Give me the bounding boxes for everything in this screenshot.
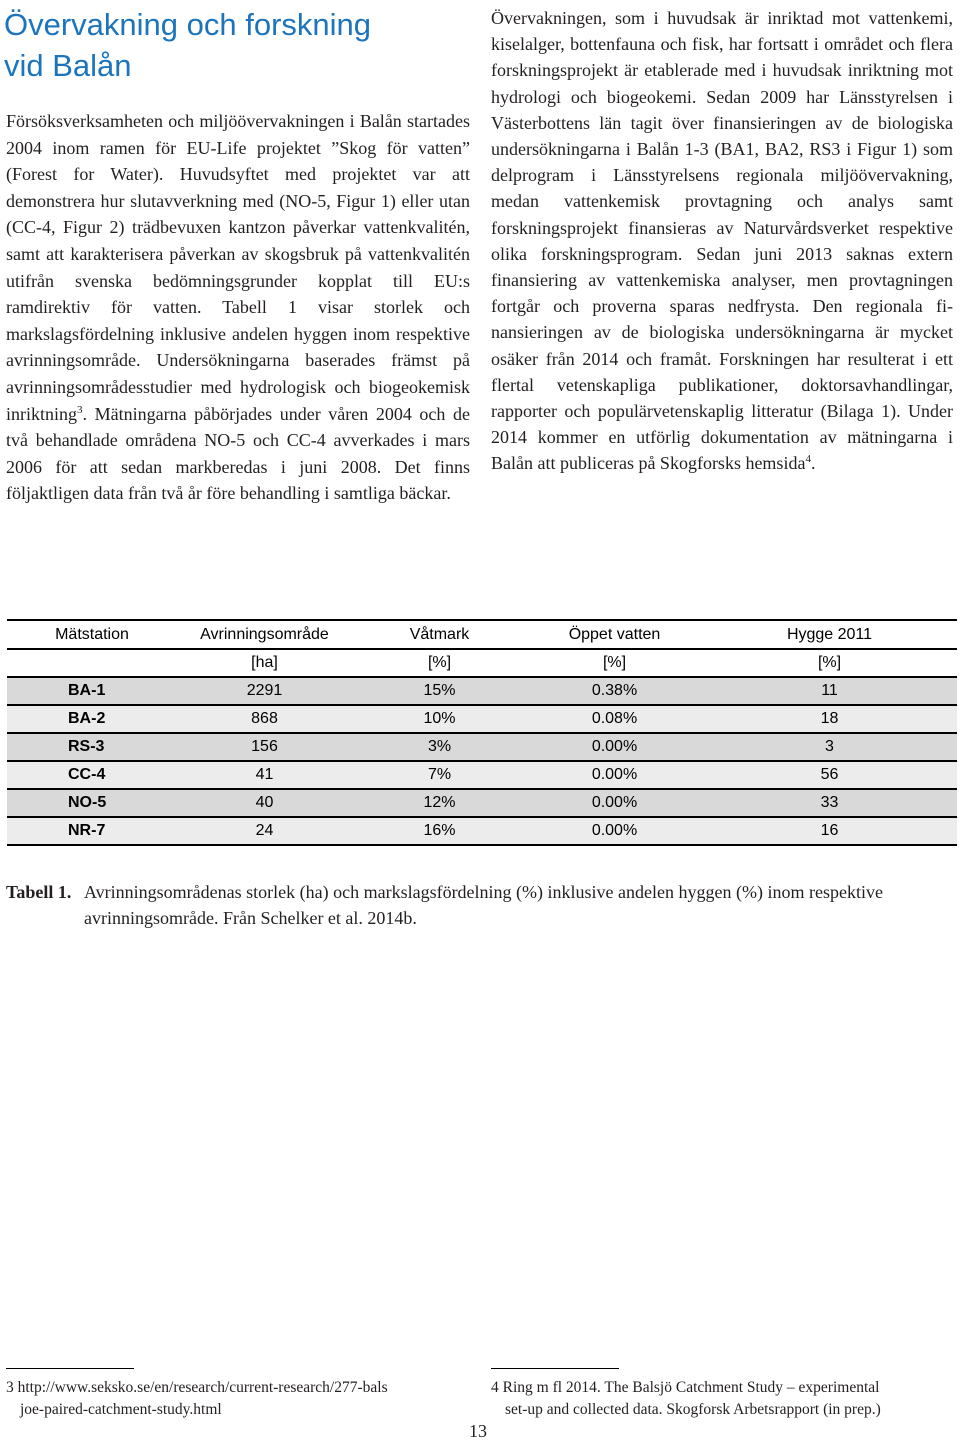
footnote-4-line-1: 4 Ring m fl 2014. The Balsjö Catchment Study – experimental: [491, 1379, 880, 1396]
table-cell: 41: [177, 761, 352, 789]
right-paragraph-end: .: [810, 453, 816, 474]
right-paragraph-text: Övervakningen, som i huvudsak är inriktad mot vattenkemi, kiselalger, bottenfauna och fisk, har fortsatt i området och flera forskningsprojekt är etablerade med i huvudsak inriktning mot hydrologi och biogeokemi. Sedan 2009 har Länsstyrelsen i Västerbottens län tagit över finansieringen av de biologiska undersökningarna i Balån 1-3 (BA1, BA2, RS3 i Figur 1) som delprogram i Länsstyrelsens regionala miljöövervakning, medan vattenkemisk provtagning och analys samt forskningsprojekt finansieras av Naturvårdsverket respektive olika forskningsprogram. Sedan juni 2013 saknas extern finansiering av vattenkemiska analyser, men provtagningen fortgår och proverna sparas nedfrysta. Den regionala finansieringen av de biologiska undersökningarna är mycket osäker från 2014 och framåt. Forskningen har resulterat i ett flertal vetenskapliga publikationer, doktorsavhandlingar, rapporter och populärvetenskaplig litteratur (Bilaga 1). Under 2014 kommer en utförlig dokumentation av mätningarna i Balån att publiceras på Skogforsks hemsida: [491, 8, 953, 474]
page-title: [4, 4, 464, 86]
station-cell: BA-1: [7, 677, 177, 705]
table-cell: 11: [702, 677, 957, 705]
header-cell: Våtmark: [352, 620, 527, 649]
table-cell: 33: [702, 789, 957, 817]
table-cell: 0.00%: [527, 733, 702, 761]
right-paragraph: [491, 5, 953, 477]
table-units-row: [7, 649, 957, 677]
table-row: [7, 789, 957, 817]
station-cell: CC-4: [7, 761, 177, 789]
table-cell: 7%: [352, 761, 527, 789]
header-cell: Öppet vatten: [527, 620, 702, 649]
caption-text: Avrinningsområdenas storlek (ha) och markslagsfördelning (%) inklusive andelen hyggen (%) inom respektive avrinningsområde. Från Schelker et al. 2014b.: [84, 882, 883, 928]
title-line-2: vid Balån: [4, 48, 132, 83]
left-paragraph: [6, 108, 470, 507]
footnote-3-line-2: joe-paired-catchment-study.html: [20, 1401, 222, 1418]
unit-cell: [7, 649, 177, 677]
table-cell: 0.00%: [527, 817, 702, 845]
footnote-ref-3: 3: [77, 403, 83, 416]
table-cell: 16%: [352, 817, 527, 845]
table-cell: 3%: [352, 733, 527, 761]
table-row: [7, 817, 957, 845]
header-cell: Avrinningsområde: [177, 620, 352, 649]
header-cell: Hygge 2011: [702, 620, 957, 649]
header-cell: Mätstation: [7, 620, 177, 649]
footnote-3: [6, 1377, 466, 1421]
table-cell: 16: [702, 817, 957, 845]
table-caption: [6, 879, 946, 931]
title-line-1: Övervakning och forskning: [4, 7, 372, 42]
table-row: [7, 705, 957, 733]
table-cell: 40: [177, 789, 352, 817]
footnote-4-line-2: set-up and collected data. Skogforsk Arbetsrapport (in prep.): [505, 1401, 881, 1418]
table-cell: 12%: [352, 789, 527, 817]
table-cell: 10%: [352, 705, 527, 733]
table-cell: 156: [177, 733, 352, 761]
table-cell: 56: [702, 761, 957, 789]
table-cell: 2291: [177, 677, 352, 705]
station-cell: NO-5: [7, 789, 177, 817]
footnote-4: [491, 1377, 956, 1421]
left-column: [6, 108, 470, 507]
left-paragraph-text: Försöksverksamheten och miljöövervakningen i Balån startades 2004 inom ramen för EU-Life projektet ”Skog för vatten” (Forest for Water). Huvudsyftet med projektet var att demonstrera hur slutavverkning med (NO-5, Figur 1) eller utan (CC-4, Figur 2) trädbevuxen kantzon påverkar vattenkvalitén, samt att karakterisera påverkan av skogsbruk på vattenkvalitén utifrån svenska bedömningsgrunder kopplat till EU:s ramdirektiv för vatten. Tabell 1 visar storlek och markslagsfördelning inklusive andelen hyggen inom respektive avrinningsområde. Undersökningarna baserades främst på avrinningsområdesstudier med hydrologisk och biogeokemisk inriktning: [6, 111, 470, 424]
footnote-rule-left: [6, 1368, 134, 1369]
table-cell: 868: [177, 705, 352, 733]
table-row: [7, 677, 957, 705]
table-cell: 3: [702, 733, 957, 761]
table-cell: 24: [177, 817, 352, 845]
unit-cell: [ha]: [177, 649, 352, 677]
station-cell: RS-3: [7, 733, 177, 761]
table-cell: 15%: [352, 677, 527, 705]
left-paragraph-end: . Mätningarna påbörjades under våren 2004 och de två behandlade områdena NO-5 och CC-4 avverkades i mars 2006 för att sedan markberedas i juni 2008. Det finns följaktligen data från två år före behandling i samtliga bäckar.: [6, 403, 470, 504]
footnote-ref-4: 4: [805, 453, 811, 466]
table-header-row: [7, 620, 957, 649]
table-cell: 0.00%: [527, 761, 702, 789]
table-cell: 18: [702, 705, 957, 733]
station-cell: BA-2: [7, 705, 177, 733]
table-cell: 0.00%: [527, 789, 702, 817]
table-cell: 0.38%: [527, 677, 702, 705]
caption-label: Tabell 1.: [6, 882, 72, 902]
unit-cell: [%]: [527, 649, 702, 677]
unit-cell: [%]: [352, 649, 527, 677]
table-cell: 0.08%: [527, 705, 702, 733]
table-row: [7, 733, 957, 761]
unit-cell: [%]: [702, 649, 957, 677]
station-cell: NR-7: [7, 817, 177, 845]
footnote-3-line-1: 3 http://www.seksko.se/en/research/current-research/277-bals: [6, 1379, 388, 1396]
right-column: [491, 5, 953, 477]
catchment-table: [7, 619, 957, 846]
table-row: [7, 761, 957, 789]
page-number: 13: [469, 1421, 487, 1441]
footnote-rule-right: [491, 1368, 619, 1369]
